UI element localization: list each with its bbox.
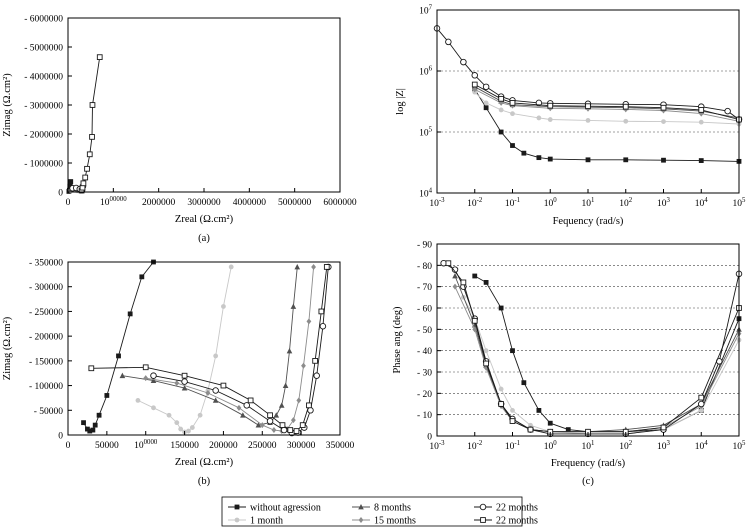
- x-tick-label: 50000: [94, 441, 119, 451]
- data-point: [661, 119, 666, 124]
- y-tick-label: - 250000: [28, 307, 63, 318]
- series-line: [455, 287, 739, 432]
- data-point: [528, 427, 533, 432]
- data-point: [229, 265, 234, 270]
- x-tick-label: $10^{-1}$: [504, 440, 521, 452]
- data-point: [90, 135, 95, 140]
- data-point: [510, 348, 515, 353]
- data-point: [319, 309, 324, 314]
- x-tick-label: $10^5$: [732, 197, 746, 209]
- data-point: [461, 280, 466, 285]
- data-point: [291, 303, 297, 308]
- x-axis-label: Frequency (rad/s): [550, 458, 626, 469]
- data-point: [190, 425, 195, 430]
- x-tick-label: $10^{0000}$: [134, 439, 158, 451]
- chart-c: [392, 241, 746, 488]
- y-tick-label: - 80: [416, 261, 432, 272]
- data-point: [699, 120, 704, 125]
- data-point: [248, 398, 253, 403]
- x-tick-label: $10^{-3}$: [429, 440, 445, 452]
- x-tick-label: $10^4$: [694, 197, 708, 209]
- y-tick-label: - 30: [416, 368, 432, 379]
- x-tick-label: $10^{-1}$: [504, 197, 521, 209]
- data-point: [314, 373, 320, 379]
- data-point: [548, 103, 553, 108]
- data-point: [661, 158, 666, 163]
- y-tick-label: - 40: [416, 347, 432, 358]
- y-tick-label: - 70: [416, 283, 432, 294]
- data-point: [279, 402, 285, 407]
- data-point: [725, 108, 731, 114]
- series-c-2: [452, 273, 742, 434]
- data-point: [510, 143, 515, 148]
- data-point: [267, 418, 273, 424]
- series-line: [444, 263, 739, 434]
- data-point: [167, 413, 172, 418]
- data-point: [699, 395, 704, 400]
- data-point: [136, 398, 141, 403]
- data-point: [90, 428, 95, 433]
- y-tick-label: - 50000: [33, 406, 63, 417]
- y-tick-label: - 60: [416, 304, 432, 315]
- data-point: [240, 412, 246, 417]
- x-tick-label: $10^{-3}$: [429, 197, 445, 209]
- data-point: [510, 100, 515, 105]
- data-point: [90, 103, 95, 108]
- data-point: [116, 354, 121, 359]
- data-point: [446, 39, 452, 45]
- x-tick-label: 5000000: [278, 198, 312, 208]
- data-point: [174, 420, 179, 425]
- y-tick-label: - 50: [416, 325, 432, 336]
- data-point: [472, 73, 478, 79]
- x-tick-label: 0: [65, 198, 71, 208]
- legend-marker: [480, 504, 486, 510]
- x-tick-label: 250000: [248, 441, 277, 451]
- y-tick-label: - 10: [416, 411, 432, 422]
- legend-label: 22 months: [496, 515, 538, 527]
- x-axis-label: Fequency (rad/s): [552, 216, 624, 227]
- x-tick-label: 6000000: [323, 198, 357, 208]
- x-tick-label: $10^1$: [581, 197, 595, 209]
- data-point: [536, 116, 541, 121]
- x-tick-label: $10^0$: [543, 440, 557, 452]
- legend-label: 22 months: [496, 502, 538, 514]
- data-point: [499, 387, 504, 392]
- data-point: [213, 388, 219, 394]
- series-line: [91, 267, 326, 431]
- data-point: [472, 82, 477, 87]
- series-b-0: [81, 260, 156, 434]
- y-axis-label: Zimag (Ω.cm²): [2, 73, 13, 137]
- y-tick-label: - 90: [416, 240, 432, 251]
- data-point: [268, 413, 273, 418]
- data-point: [586, 157, 591, 162]
- data-point: [81, 181, 86, 186]
- data-point: [221, 383, 226, 388]
- legend-marker: [235, 518, 240, 523]
- data-point: [536, 155, 541, 160]
- data-point: [661, 425, 666, 430]
- y-axis-label: Zimag (Ω.cm²): [2, 316, 13, 381]
- data-point: [453, 284, 458, 290]
- data-point: [288, 428, 293, 433]
- data-point: [499, 130, 504, 135]
- y-tick-label: 0: [58, 188, 63, 199]
- data-point: [182, 379, 188, 385]
- data-point: [510, 408, 515, 413]
- legend-label: 15 months: [374, 515, 416, 527]
- data-point: [244, 403, 250, 409]
- panel-label: (a): [198, 233, 210, 244]
- x-tick-label: $10^3$: [657, 197, 670, 209]
- x-tick-label: 300000: [286, 441, 316, 451]
- y-axis-label: log |Z|: [395, 88, 406, 115]
- legend: [222, 497, 538, 527]
- data-point: [308, 407, 314, 413]
- data-point: [280, 423, 285, 428]
- data-point: [499, 96, 504, 101]
- chart-b: [2, 259, 355, 488]
- data-point: [178, 427, 183, 432]
- legend-marker: [481, 518, 486, 523]
- chart-a: [2, 15, 357, 245]
- data-point: [499, 108, 504, 113]
- y-tick-label: - 6000000: [24, 14, 63, 25]
- data-point: [483, 84, 489, 90]
- x-tick-label: $10^0$: [543, 197, 557, 209]
- y-tick-label: - 100000: [28, 382, 63, 393]
- data-point: [174, 380, 179, 386]
- data-point: [221, 304, 226, 309]
- data-point: [198, 413, 203, 418]
- x-tick-label: 350000: [325, 441, 355, 451]
- data-point: [85, 166, 90, 171]
- data-point: [128, 312, 133, 317]
- data-point: [301, 363, 306, 369]
- data-point: [586, 118, 591, 123]
- x-tick-label: $10^1$: [581, 440, 595, 452]
- series-b-1: [136, 265, 234, 435]
- x-tick-label: $10^{00000}$: [100, 196, 127, 208]
- x-tick-label: 2000000: [142, 198, 176, 208]
- data-point: [294, 264, 300, 269]
- data-point: [461, 59, 467, 65]
- data-point: [536, 408, 541, 413]
- y-tick-label: - 5000000: [24, 43, 63, 54]
- x-tick-label: $10^3$: [657, 440, 670, 452]
- data-point: [661, 105, 666, 110]
- data-point: [586, 104, 591, 109]
- data-point: [83, 175, 88, 180]
- data-point: [484, 100, 489, 105]
- data-point: [484, 105, 489, 110]
- y-tick-label: - 350000: [28, 258, 63, 269]
- y-tick-label: - 4000000: [24, 72, 63, 83]
- data-point: [510, 111, 515, 116]
- series-b-5: [89, 265, 329, 434]
- y-tick-label: - 2000000: [24, 130, 63, 141]
- data-point: [484, 280, 489, 285]
- data-point: [699, 108, 704, 113]
- data-point: [296, 397, 301, 403]
- data-point: [287, 348, 293, 353]
- y-tick-label: - 3000000: [24, 101, 63, 112]
- y-tick-label: - 200000: [28, 332, 63, 343]
- data-point: [472, 318, 477, 323]
- x-tick-label: 150000: [170, 441, 199, 451]
- x-axis-label: Zreal (Ω.cm²): [174, 214, 234, 225]
- chart-log-z: [395, 5, 746, 228]
- data-point: [281, 427, 287, 433]
- data-point: [182, 373, 187, 378]
- data-point: [548, 157, 553, 162]
- data-point: [472, 274, 477, 279]
- data-point: [294, 429, 299, 434]
- y-axis-label: Phase ang (deg): [392, 306, 403, 374]
- series-a-5: [79, 55, 102, 193]
- data-point: [143, 365, 148, 370]
- y-tick-label: - 150000: [28, 357, 63, 368]
- data-point: [484, 361, 489, 366]
- series-line: [463, 297, 739, 434]
- x-axis-label: Zreal (Ω.cm²): [174, 457, 234, 468]
- series-line: [448, 263, 739, 432]
- data-point: [237, 405, 242, 411]
- series-line: [146, 267, 314, 431]
- data-point: [623, 119, 628, 124]
- data-point: [139, 274, 144, 279]
- data-point: [97, 413, 102, 418]
- legend-label: without agression: [250, 502, 321, 514]
- y-tick-label: - 300000: [28, 283, 63, 294]
- data-point: [81, 420, 86, 425]
- data-point: [499, 402, 504, 407]
- y-tick-label: $10^7$: [419, 4, 432, 17]
- data-point: [623, 104, 628, 109]
- data-point: [151, 373, 157, 379]
- data-point: [446, 261, 451, 266]
- y-tick-label: - 1000000: [24, 159, 63, 170]
- data-point: [300, 423, 305, 428]
- data-point: [104, 393, 109, 398]
- data-point: [213, 397, 219, 402]
- series-b-2: [120, 264, 300, 428]
- data-point: [324, 265, 329, 270]
- data-point: [89, 366, 94, 371]
- data-point: [283, 383, 289, 388]
- x-tick-label: $10^2$: [619, 440, 633, 452]
- y-tick-label: $10^5$: [419, 126, 432, 139]
- x-tick-label: 3000000: [187, 198, 221, 208]
- data-point: [151, 405, 156, 410]
- y-tick-label: $10^6$: [419, 65, 432, 78]
- data-point: [499, 306, 504, 311]
- data-point: [307, 403, 312, 408]
- y-tick-label: 0: [427, 432, 432, 443]
- data-point: [273, 412, 279, 417]
- x-tick-label: $10^{-2}$: [467, 197, 483, 209]
- x-tick-label: $10^4$: [694, 440, 708, 452]
- series-line: [122, 267, 297, 425]
- legend-label: 1 month: [250, 515, 284, 527]
- series-line: [455, 276, 739, 432]
- plot-frame: [68, 18, 340, 192]
- series-b-4: [151, 264, 331, 436]
- panel-label: (b): [197, 476, 211, 487]
- legend-label: 8 months: [374, 502, 411, 514]
- data-point: [698, 401, 704, 407]
- panel-label: (c): [582, 476, 594, 487]
- x-tick-label: 4000000: [232, 198, 266, 208]
- data-point: [186, 429, 191, 434]
- plot-frame: [68, 262, 340, 435]
- x-tick-label: $10^{-2}$: [467, 440, 483, 452]
- data-point: [68, 179, 73, 184]
- y-tick-label: $10^4$: [419, 187, 432, 200]
- x-tick-label: $10^2$: [619, 197, 633, 209]
- x-tick-label: 200000: [209, 441, 238, 451]
- data-point: [87, 152, 92, 157]
- data-point: [510, 419, 515, 424]
- x-tick-label: 0: [65, 441, 71, 451]
- data-point: [307, 318, 312, 324]
- data-point: [521, 380, 526, 385]
- data-point: [484, 348, 489, 353]
- data-point: [272, 427, 277, 433]
- data-point: [143, 375, 148, 381]
- data-point: [213, 354, 218, 359]
- data-point: [320, 323, 326, 329]
- data-point: [311, 264, 316, 270]
- x-tick-label: $10^5$: [732, 440, 746, 452]
- data-point: [313, 358, 318, 363]
- y-tick-label: - 20: [416, 389, 432, 400]
- series-line: [84, 262, 154, 431]
- data-point: [97, 55, 102, 60]
- data-point: [548, 421, 553, 426]
- data-point: [548, 117, 553, 122]
- data-point: [699, 158, 704, 163]
- data-point: [120, 373, 126, 378]
- data-point: [521, 151, 526, 156]
- legend-marker: [235, 505, 240, 510]
- y-tick-label: 0: [58, 431, 63, 442]
- data-point: [623, 157, 628, 162]
- data-point: [93, 423, 98, 428]
